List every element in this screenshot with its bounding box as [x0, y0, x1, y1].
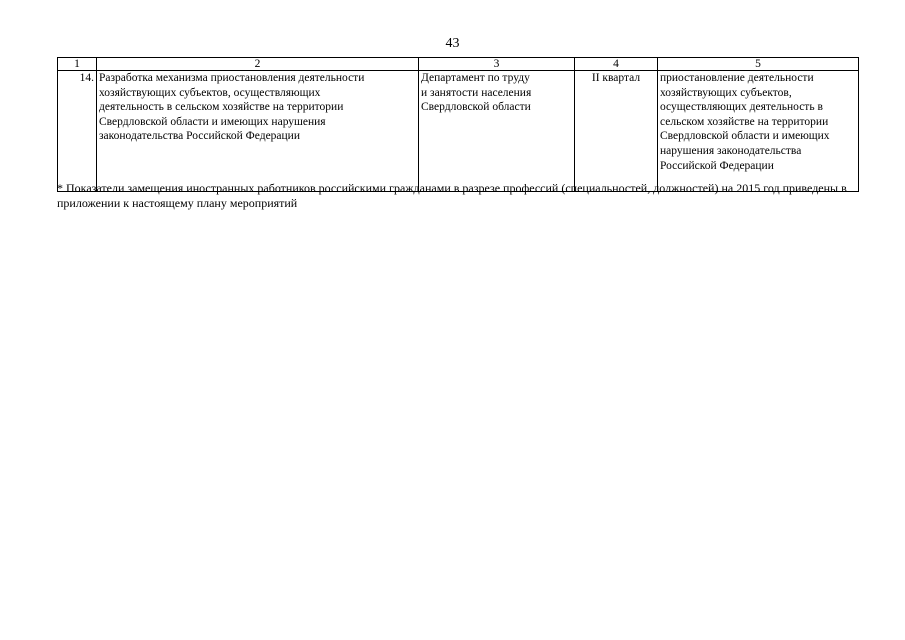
term-cell: II квартал	[575, 71, 658, 192]
column-header-4: 4	[575, 58, 658, 71]
column-header-5: 5	[658, 58, 859, 71]
responsible-cell: Департамент по труду и занятости населения Свердловской области	[419, 71, 575, 192]
column-header-1: 1	[58, 58, 97, 71]
row-number-cell: 14.	[58, 71, 97, 192]
table-row	[58, 71, 859, 192]
table-header-row	[58, 58, 859, 71]
result-cell: приостановление деятельности хозяйствующих субъектов, осуществляющих деятельность в сельском хозяйстве на территории Свердловской области и имеющих нарушения законодательства Российской Федерации	[658, 71, 859, 192]
column-header-3: 3	[419, 58, 575, 71]
column-header-2: 2	[97, 58, 419, 71]
footnote: * Показатели замещения иностранных работников российскими гражданами в разрезе профессий (специальностей, должностей) на 2015 год приведены в приложении к настоящему плану мероприятий	[57, 181, 847, 210]
measure-cell: Разработка механизма приостановления деятельности хозяйствующих субъектов, осуществляющих деятельность в сельском хозяйстве на территории Свердловской области и имеющих нарушения законодательства Российской Федерации	[97, 71, 419, 192]
plan-table	[57, 57, 859, 192]
page-number: 43	[445, 36, 460, 51]
